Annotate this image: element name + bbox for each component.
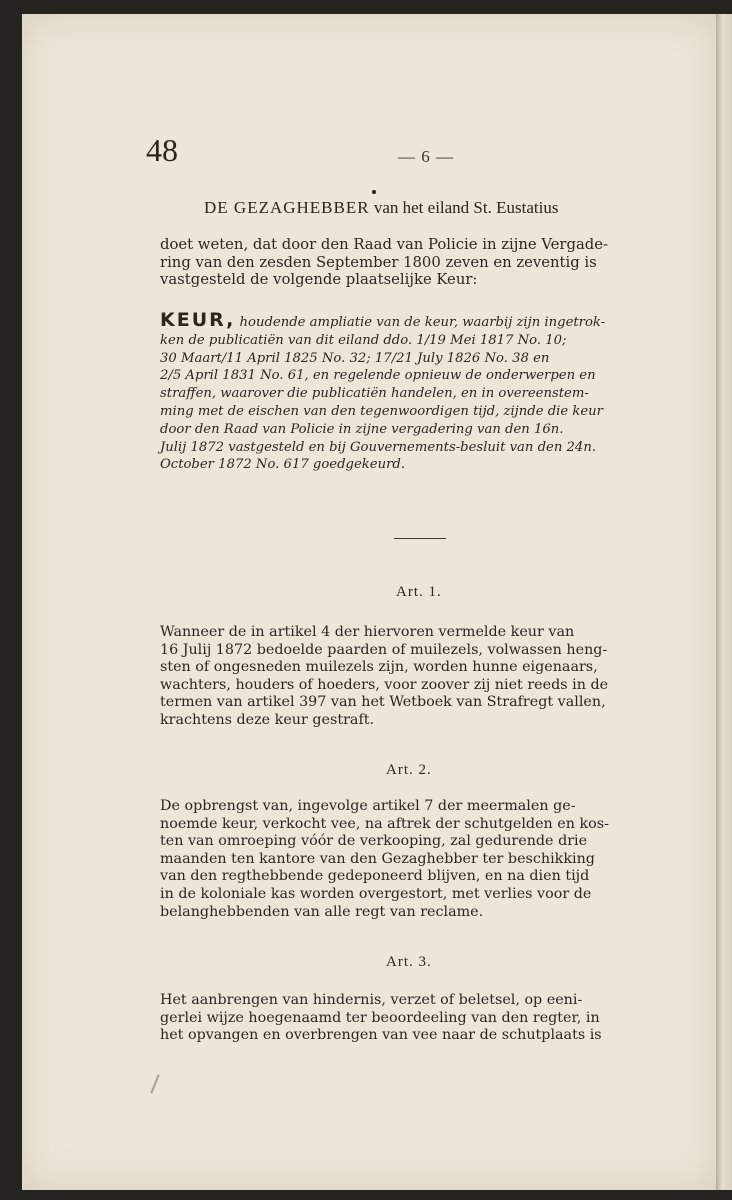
heading-rest: van het eiland St. Eustatius [373, 198, 559, 217]
heading-title: DE GEZAGHEBBER [204, 198, 370, 217]
article-line: 16 Julij 1872 bedoelde paarden of muilezels, volwassen heng- [160, 641, 608, 658]
article-line: sten of ongesneden muilezels zijn, worden hunne eigenaars, [160, 659, 598, 676]
keur-line: ming met de eischen van den tegenwoordigen tijd, zijnde die keur [160, 403, 603, 419]
keur-first-line [160, 309, 690, 332]
sheet-number: — 6 — [398, 147, 454, 166]
article-line: Wanneer de in artikel 4 der hiervoren vermelde keur van [160, 624, 575, 640]
keur-line: ken de publicatiën van dit eiland ddo. 1/19 Mei 1817 No. 10; [160, 332, 567, 348]
document-heading [204, 198, 558, 218]
page-number: 48 [146, 132, 178, 168]
article-line: wachters, houders of hoeders, voor zoover zij niet reeds in de [160, 676, 609, 693]
article-line: krachtens deze keur gestraft. [160, 711, 375, 728]
article-line: termen van artikel 397 van het Wetboek van Strafregt vallen, [160, 694, 606, 711]
keur-line: 30 Maart/11 April 1825 No. 32; 17/21 July 1826 No. 38 en [160, 350, 550, 366]
keur-first-text: houdende ampliatie van de keur, waarbij zijn ingetrok- [239, 315, 606, 330]
article-line: het opvangen en overbrengen van vee naar de schutplaats is [160, 1027, 602, 1044]
article-2-body [160, 798, 684, 921]
intro-paragraph [160, 236, 686, 289]
article-line: maanden ten kantore van den Gezaghebber ter beschikking [160, 850, 595, 867]
keur-description [160, 309, 690, 474]
intro-line: vastgesteld de volgende plaatselijke Keur: [160, 271, 478, 289]
article-line: De opbrengst van, ingevolge artikel 7 der meermalen ge- [160, 798, 576, 814]
article-1-heading: Art. 1. [396, 584, 442, 600]
article-line: belanghebbenden van alle regt van reclame. [160, 903, 484, 920]
keur-line: 2/5 April 1831 No. 61, en regelende opnieuw de onderwerpen en [160, 368, 596, 384]
article-3-body [160, 992, 684, 1045]
article-line: van den regthebbende gedeponeerd blijven, en na dien tijd [160, 868, 590, 885]
article-line: Het aanbrengen van hindernis, verzet of beletsel, op eeni- [160, 992, 583, 1008]
keur-line: Julij 1872 vastgesteld en bij Gouvernements-besluit van den 24n. [160, 439, 597, 455]
ink-dot [372, 190, 376, 194]
article-line: gerlei wijze hoegenaamd ter beoordeeling van den regter, in [160, 1009, 600, 1026]
article-line: in de koloniale kas worden overgestort, met verlies voor de [160, 885, 592, 902]
keur-keyword: KEUR, [160, 309, 236, 331]
article-2-heading: Art. 2. [386, 762, 432, 778]
keur-line: October 1872 No. 617 goedgekeurd. [160, 457, 406, 473]
keur-line: door den Raad van Policie in zijne vergadering van den 16n. [160, 421, 564, 437]
intro-line: doet weten, dat door den Raad van Policie in zijne Vergade- [160, 236, 608, 253]
page-edge [716, 14, 732, 1190]
article-3-heading: Art. 3. [386, 954, 432, 970]
article-1-body [160, 624, 684, 730]
keur-line: straffen, waarover die publicatiën handelen, en in overeenstem- [160, 386, 589, 402]
intro-line: ring van den zesden September 1800 zeven en zeventig is [160, 253, 597, 271]
article-line: ten van omroeping vóór de verkooping, zal gedurende drie [160, 833, 588, 850]
section-divider [394, 538, 446, 539]
article-line: noemde keur, verkocht vee, na aftrek der schutgelden en kos- [160, 815, 609, 832]
